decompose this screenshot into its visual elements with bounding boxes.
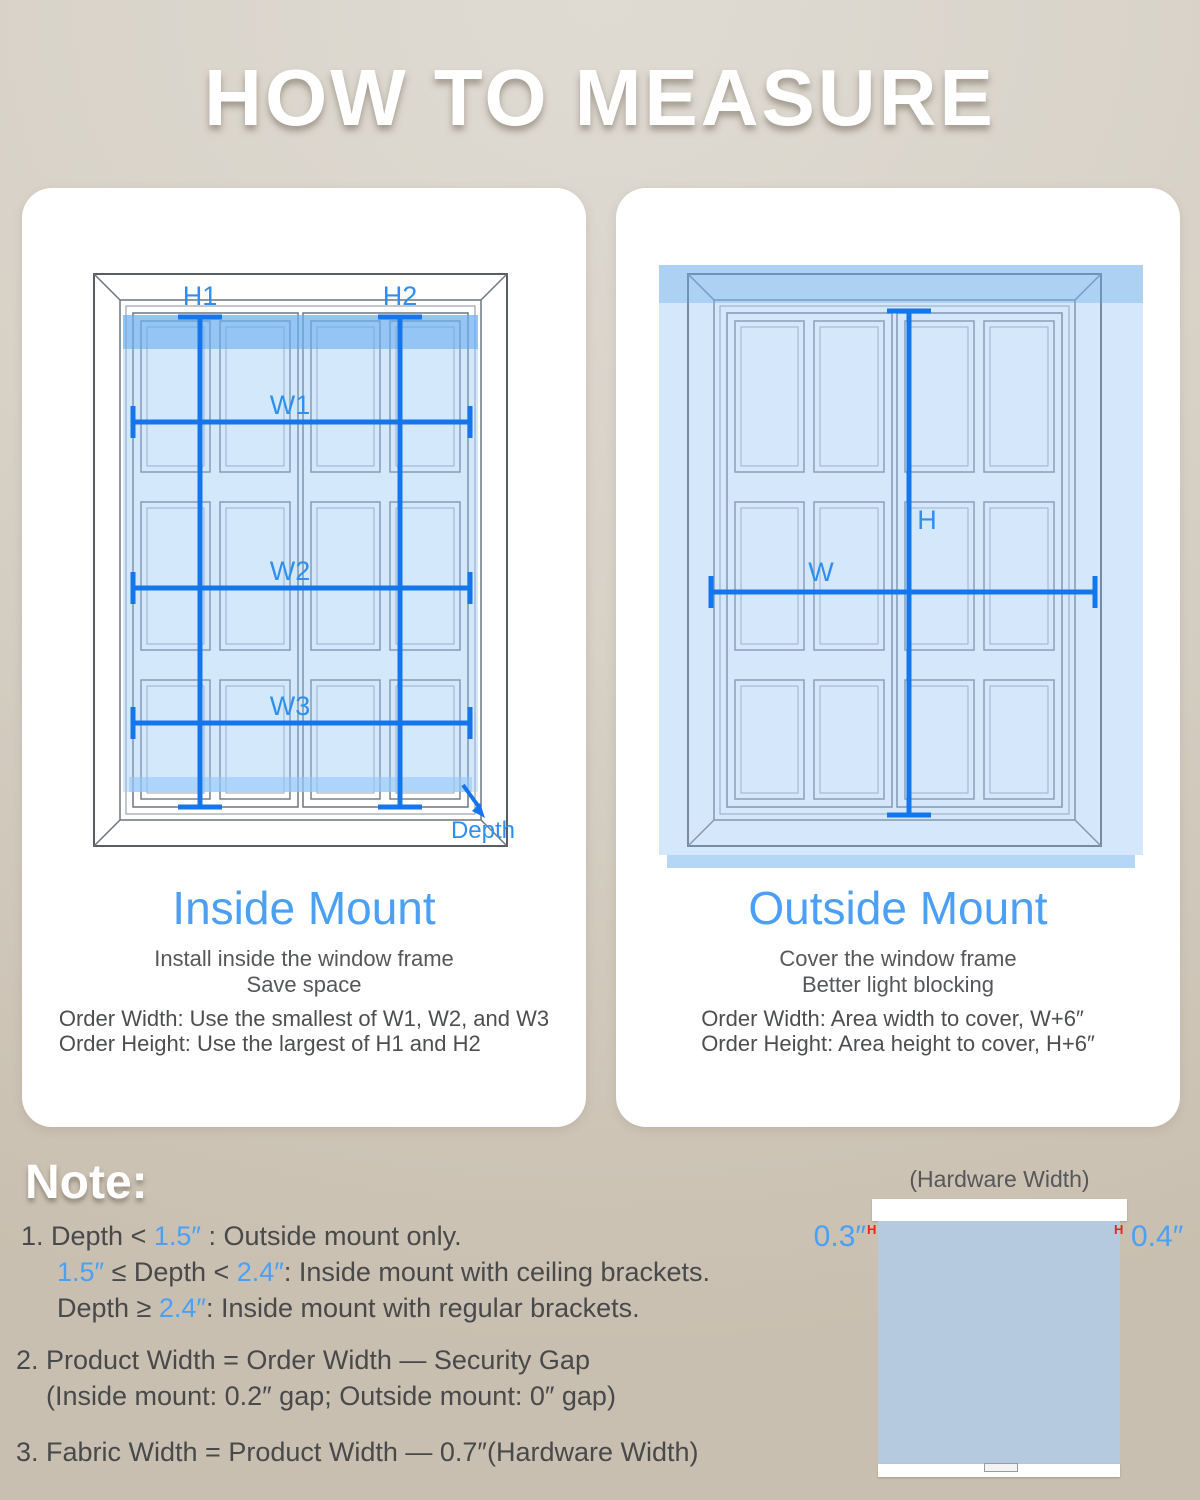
subtitle-line: Save space bbox=[246, 972, 362, 997]
subtitle-line: Install inside the window frame bbox=[154, 946, 454, 971]
hardware-bar bbox=[872, 1199, 1127, 1221]
inside-mount-subtitle bbox=[22, 946, 586, 998]
hardware-width-caption: (Hardware Width) bbox=[909, 1166, 1090, 1192]
note-item-product-width bbox=[16, 1342, 616, 1414]
note-item-depth-rules bbox=[21, 1218, 710, 1326]
inside-mount-order-info bbox=[22, 1006, 586, 1056]
w1-label: W1 bbox=[269, 390, 311, 420]
page-title: HOW TO MEASURE bbox=[204, 53, 996, 142]
inside-mount-card bbox=[22, 188, 586, 1127]
note-line: 1. Depth < 1.5″ : Outside mount only. bbox=[21, 1221, 462, 1251]
h1-label: H1 bbox=[182, 281, 218, 311]
outside-mount-heading: Outside Mount bbox=[748, 882, 1048, 934]
outside-shade-overlay bbox=[659, 265, 1143, 868]
outside-mount-diagram bbox=[659, 265, 1143, 868]
hardware-width-diagram bbox=[780, 1160, 1200, 1490]
h2-label: H2 bbox=[382, 281, 418, 311]
outside-mount-subtitle bbox=[616, 946, 1180, 998]
w2-label: W2 bbox=[269, 556, 311, 586]
w3-label: W3 bbox=[269, 691, 311, 721]
order-width-line: Order Width: Use the smallest of W1, W2, and W3 bbox=[58, 1006, 550, 1031]
order-height-line: Order Height: Area height to cover, H+6″ bbox=[701, 1031, 1095, 1056]
right-gap-value: 0.4″ bbox=[1131, 1220, 1184, 1253]
outside-mount-order-info bbox=[616, 1006, 1180, 1056]
depth-threshold-value: 1.5″ bbox=[57, 1257, 105, 1287]
subtitle-line: Better light blocking bbox=[802, 972, 994, 997]
note-line: Depth ≥ 2.4″: Inside mount with regular brackets. bbox=[57, 1293, 640, 1323]
left-gap-value: 0.3″ bbox=[813, 1220, 866, 1253]
inside-mount-diagram bbox=[93, 273, 516, 847]
depth-threshold-value: 1.5″ bbox=[153, 1221, 201, 1251]
bottom-rail-clip bbox=[984, 1463, 1018, 1472]
depth-threshold-value: 2.4″ bbox=[158, 1293, 206, 1323]
note-line: 3. Fabric Width = Product Width — 0.7″(Hardware Width) bbox=[16, 1437, 699, 1467]
gap-marker-left: H bbox=[867, 1222, 877, 1237]
subtitle-line: Cover the window frame bbox=[779, 946, 1017, 971]
depth-threshold-value: 2.4″ bbox=[236, 1257, 284, 1287]
outside-mount-window-drawing bbox=[659, 265, 1143, 868]
note-line: 1.5″ ≤ Depth < 2.4″: Inside mount with ceiling brackets. bbox=[57, 1257, 711, 1287]
gap-marker-right: H bbox=[1114, 1222, 1124, 1237]
order-height-line: Order Height: Use the largest of H1 and H2 bbox=[58, 1031, 481, 1056]
note-line: (Inside mount: 0.2″ gap; Outside mount: 0″ gap) bbox=[46, 1381, 616, 1411]
w-label: W bbox=[808, 557, 834, 587]
h-label: H bbox=[917, 505, 937, 535]
note-item-fabric-width bbox=[16, 1434, 699, 1470]
note-heading: Note: bbox=[25, 1156, 148, 1209]
outside-mount-card bbox=[616, 188, 1180, 1127]
order-width-line: Order Width: Area width to cover, W+6″ bbox=[701, 1006, 1084, 1031]
fabric-panel bbox=[878, 1221, 1120, 1464]
note-line: 2. Product Width = Order Width — Security Gap bbox=[16, 1345, 590, 1375]
depth-label: Depth bbox=[450, 817, 516, 844]
inside-mount-heading: Inside Mount bbox=[172, 882, 436, 934]
